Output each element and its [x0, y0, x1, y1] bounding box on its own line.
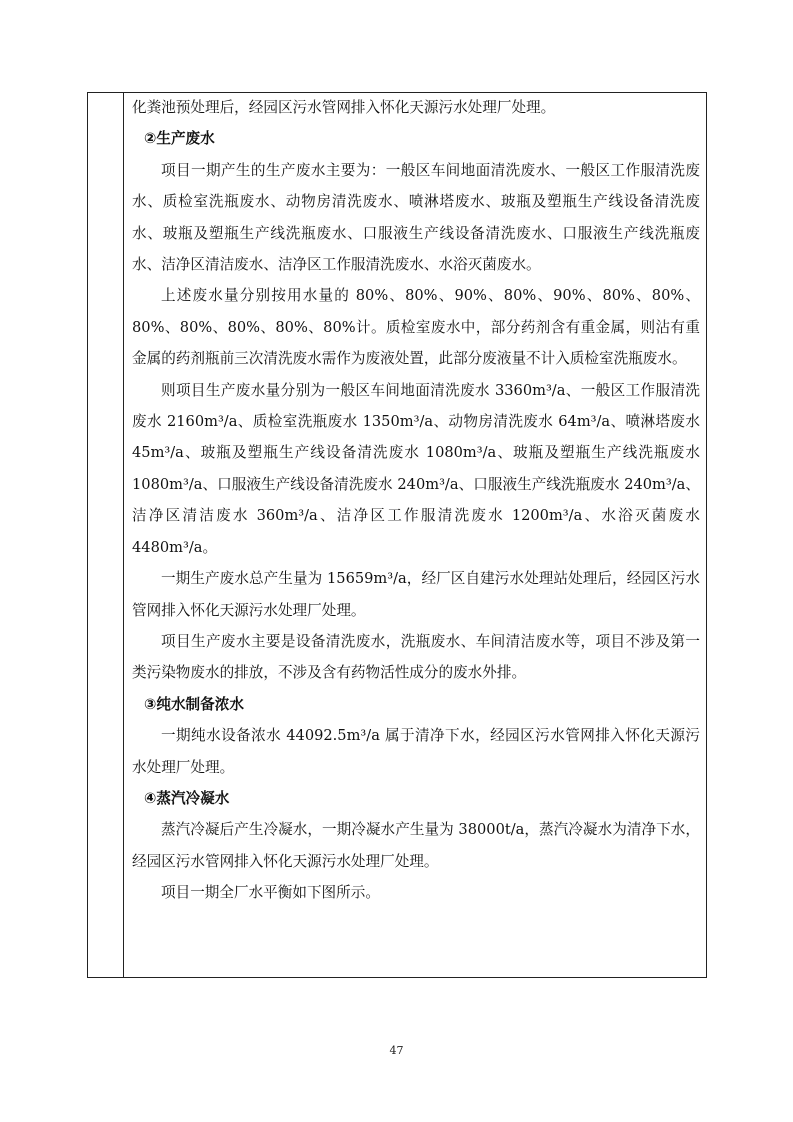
paragraph-wastewater-volumes: 则项目生产废水量分别为一般区车间地面清洗废水 3360m³/a、一般区工作服清洗废水 2160m³/a、质检室洗瓶废水 1350m³/a、动物房清洗废水 64m³/a、喷淋塔废水 45m³/a、玻瓶及塑瓶生产线设备清洗废水 1080m³/a、玻瓶及塑瓶生产线洗瓶废水 1080m³/a、口服液生产线设备清洗废水 240m³/a、口服液生产线洗瓶废水 240m³/a、洁净区清洁废水 360m³/a、洁净区工作服清洗废水 1200m³/a、水浴灭菌废水 4480m³/a。	[132, 381, 700, 556]
paragraph-wastewater-ratios: 上述废水量分别按用水量的 80%、80%、90%、80%、90%、80%、80%、80%、80%、80%、80%、80%计。质检室废水中，部分药剂含有重金属，则沾有重金属的药剂瓶前三次清洗废水需作为废液处置，此部分废液量不计入质检室洗瓶废水。	[132, 287, 700, 368]
heading-production-wastewater: ②生产废水	[144, 130, 215, 148]
heading-steam-condensate: ④蒸汽冷凝水	[144, 789, 230, 807]
paragraph-septic-tank: 化粪池预处理后，经园区污水管网排入怀化天源污水处理厂处理。	[132, 99, 556, 116]
paragraph-steam-condensate: 蒸汽冷凝后产生冷凝水，一期冷凝水产生量为 38000t/a，蒸汽冷凝水为清净下水，经园区污水管网排入怀化天源污水处理厂处理。	[132, 821, 700, 870]
table-column-divider	[123, 92, 124, 978]
document-body	[132, 92, 700, 909]
paragraph-pure-water: 一期纯水设备浓水 44092.5m³/a 属于清净下水，经园区污水管网排入怀化天源污水处理厂处理。	[132, 727, 700, 776]
paragraph-wastewater-types: 项目一期产生的生产废水主要为：一般区车间地面清洗废水、一般区工作服清洗废水、质检室洗瓶废水、动物房清洗废水、喷淋塔废水、玻瓶及塑瓶生产线设备清洗废水、玻瓶及塑瓶生产线洗瓶废水、口服液生产线设备清洗废水、口服液生产线洗瓶废水、洁净区清洁废水、洁净区工作服清洗废水、水浴灭菌废水。	[132, 161, 700, 274]
paragraph-total-volume: 一期生产废水总产生量为 15659m³/a，经厂区自建污水处理站处理后，经园区污水管网排入怀化天源污水处理厂处理。	[132, 570, 700, 619]
paragraph-pollutant-note: 项目生产废水主要是设备清洗废水，洗瓶废水、车间清洁废水等，项目不涉及第一类污染物废水的排放，不涉及含有药物活性成分的废水外排。	[132, 632, 700, 682]
page-number: 47	[389, 1044, 404, 1057]
paragraph-water-balance: 项目一期全厂水平衡如下图所示。	[161, 884, 380, 902]
heading-pure-water-concentrate: ③纯水制备浓水	[144, 695, 244, 713]
